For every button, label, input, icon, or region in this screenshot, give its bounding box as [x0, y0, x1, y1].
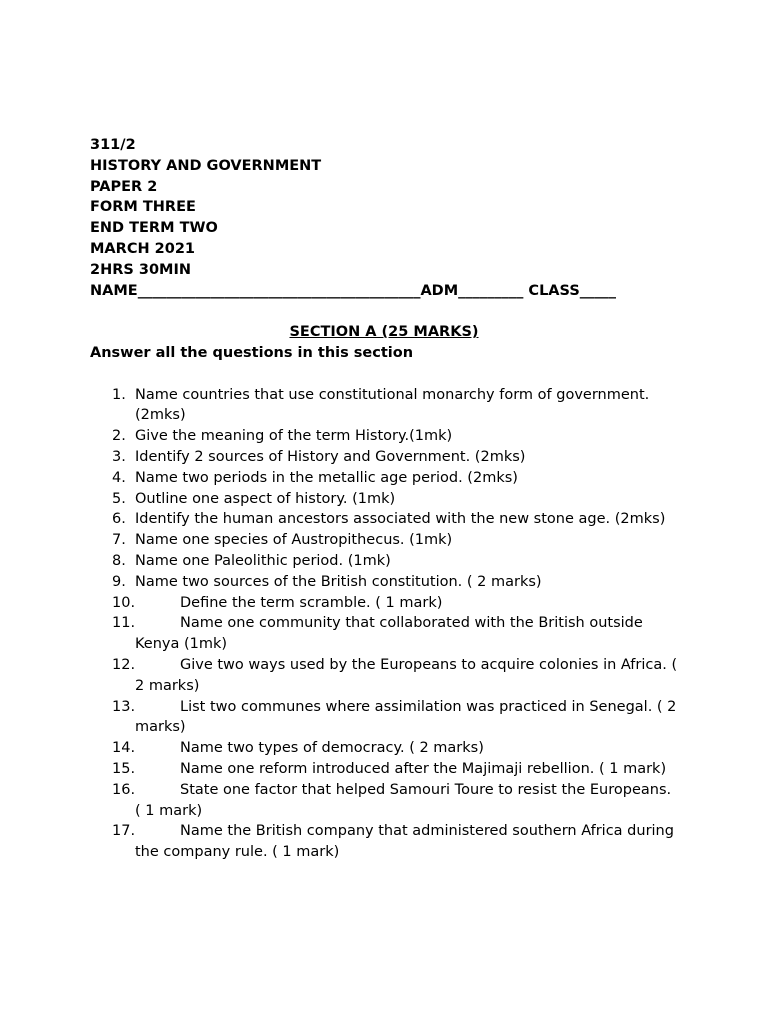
- question-text-content: Name two periods in the metallic age period. (2mks): [135, 469, 518, 486]
- exam-duration: 2HRS 30MIN: [90, 261, 192, 278]
- form-level: FORM THREE: [90, 199, 196, 216]
- section-title: SECTION A (25 MARKS): [289, 324, 479, 341]
- question-number: 12.: [112, 656, 136, 673]
- question-item: [90, 613, 680, 655]
- question-item: [90, 572, 680, 593]
- question-number: 11.: [112, 615, 136, 632]
- question-item: [90, 593, 680, 614]
- question-text: [135, 553, 391, 569]
- question-number: 17.: [112, 823, 136, 840]
- question-text: [135, 740, 484, 756]
- question-item: [90, 759, 680, 780]
- question-text-content: Give two ways used by the Europeans to acquire colonies in Africa. ( 2 marks): [135, 656, 678, 694]
- question-number: 3.: [112, 448, 126, 465]
- exam-date: MARCH 2021: [90, 240, 195, 257]
- question-text-content: Name one Paleolithic period. (1mk): [135, 552, 391, 569]
- question-number: 13.: [112, 698, 136, 715]
- question-text: [135, 470, 518, 486]
- question-text: [135, 823, 674, 860]
- question-text: [135, 574, 542, 590]
- question-number: 10.: [112, 594, 136, 611]
- question-number: 9.: [112, 573, 126, 590]
- question-item: [90, 655, 680, 697]
- question-text-content: Give the meaning of the term History.(1mk): [135, 428, 453, 445]
- question-number: 7.: [112, 532, 126, 549]
- question-text: [135, 449, 525, 465]
- question-number: 6.: [112, 511, 126, 528]
- question-item: [90, 551, 680, 572]
- question-text: [135, 491, 395, 507]
- exam-paper: [90, 135, 690, 863]
- question-item: [90, 447, 680, 468]
- question-text-content: Name countries that use constitutional monarchy form of government. (2mks): [135, 386, 650, 424]
- question-item: [90, 738, 680, 759]
- question-text-content: List two communes where assimilation was practiced in Senegal. ( 2 marks): [135, 698, 677, 736]
- question-number: 4.: [112, 469, 126, 486]
- question-number: 15.: [112, 760, 136, 777]
- question-text: [135, 387, 649, 424]
- question-item: [90, 530, 680, 551]
- question-text: [135, 699, 676, 736]
- question-text: [135, 657, 677, 694]
- question-text-content: Name one reform introduced after the Majimaji rebellion. ( 1 mark): [180, 760, 667, 777]
- question-text-content: Identify the human ancestors associated with the new stone age. (2mks): [135, 511, 666, 528]
- question-item: [90, 468, 680, 489]
- question-number: 5.: [112, 490, 126, 507]
- question-number: 14.: [112, 740, 136, 757]
- question-item: [90, 821, 680, 863]
- question-item: [90, 780, 680, 822]
- question-text-content: Identify 2 sources of History and Government. (2mks): [135, 448, 526, 465]
- question-text: [135, 428, 452, 444]
- question-list: [90, 385, 690, 863]
- question-item: [90, 697, 680, 739]
- question-text: [135, 782, 671, 819]
- question-text-content: Name two types of democracy. ( 2 marks): [180, 740, 484, 757]
- section-instruction: Answer all the questions in this section: [90, 344, 414, 361]
- question-text-content: Name one community that collaborated with the British outside Kenya (1mk): [135, 615, 643, 653]
- question-item: [90, 385, 680, 427]
- spacer: [90, 364, 690, 385]
- question-text: [135, 595, 442, 611]
- question-text-content: Define the term scramble. ( 1 mark): [180, 594, 443, 611]
- spacer: [90, 301, 690, 322]
- question-text-content: Outline one aspect of history. (1mk): [135, 490, 396, 507]
- question-item: [90, 489, 680, 510]
- question-text: [135, 615, 643, 652]
- question-number: 1.: [112, 386, 126, 403]
- paper-number: PAPER 2: [90, 178, 158, 195]
- term-label: END TERM TWO: [90, 220, 218, 237]
- question-text-content: Name one species of Austropithecus. (1mk): [135, 532, 453, 549]
- question-text-content: Name the British company that administered southern Africa during the company rule. ( 1 mark): [135, 823, 674, 861]
- question-text: [135, 532, 452, 548]
- question-text: [135, 511, 665, 527]
- question-item: [90, 426, 680, 447]
- question-number: 8.: [112, 552, 126, 569]
- subject-title: HISTORY AND GOVERNMENT: [90, 157, 322, 174]
- student-details-line: NAME_______________________________________ADM_________ CLASS_____: [90, 282, 617, 299]
- question-text-content: State one factor that helped Samouri Toure to resist the Europeans. ( 1 mark): [135, 781, 672, 819]
- question-item: [90, 509, 680, 530]
- paper-code: 311/2: [90, 137, 136, 153]
- question-text: [135, 761, 666, 777]
- question-text-content: Name two sources of the British constitution. ( 2 marks): [135, 573, 542, 590]
- question-number: 16.: [112, 781, 136, 798]
- question-number: 2.: [112, 428, 126, 445]
